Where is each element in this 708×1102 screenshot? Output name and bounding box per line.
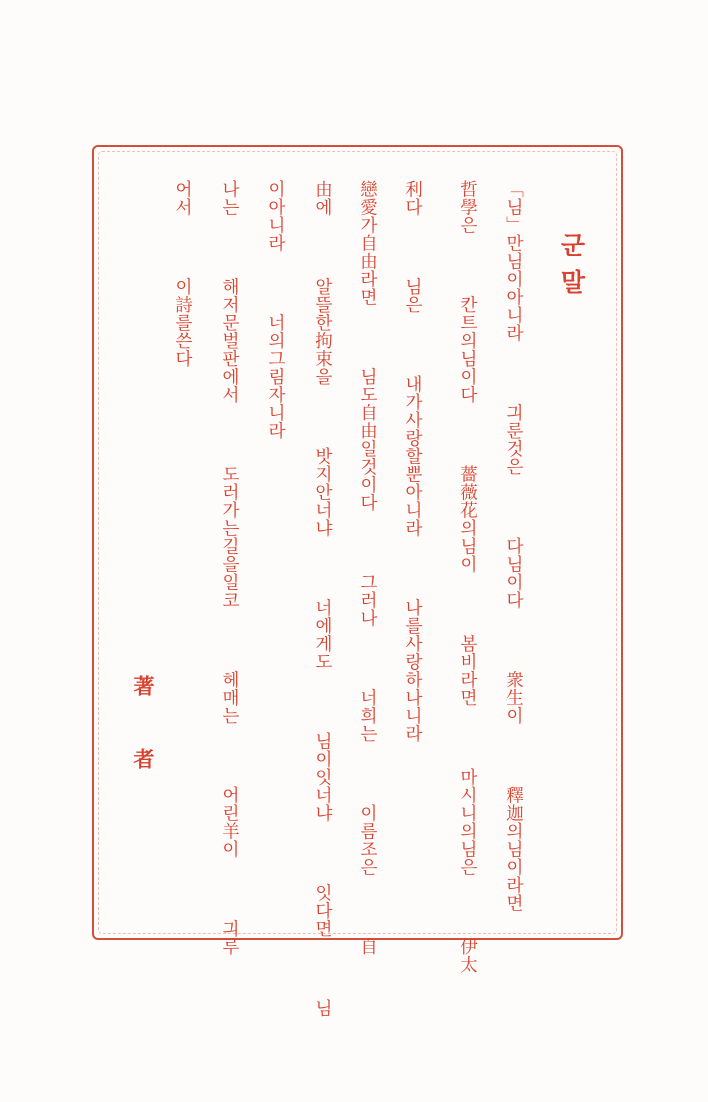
page-title: 군말 (557, 232, 586, 306)
text-column-8: 어서 이詩를쓴다 (172, 180, 193, 368)
text-column-2: 哲學은 칸트의님이다 薔薇花의님이 봄비라면 마시니의님은 伊太 (457, 180, 478, 974)
text-column-6: 이아니라 너의그림자니라 (265, 180, 286, 440)
text-column-5: 由에 알뜰한拘束을 밧지안너냐 너에게도 님이잇너냐 잇다면 님 (312, 180, 333, 1017)
text-column-1: 「님」만님이아니라 긔룬것은 다님이다 衆生이 釋迦의님이라면 (503, 180, 524, 912)
text-column-3: 利다 님은 내가사랑할뿐아니라 나를사랑하나니라 (402, 180, 423, 743)
text-column-7: 나는 해저문벌판에서 도러가는길을일코 헤매는 어린羊이 긔루 (219, 180, 240, 956)
author-signature: 著者 (131, 675, 156, 821)
text-column-4: 戀愛가自由라면 님도自由일것이다 그러나 너희는 이름조은 自 (357, 180, 378, 956)
